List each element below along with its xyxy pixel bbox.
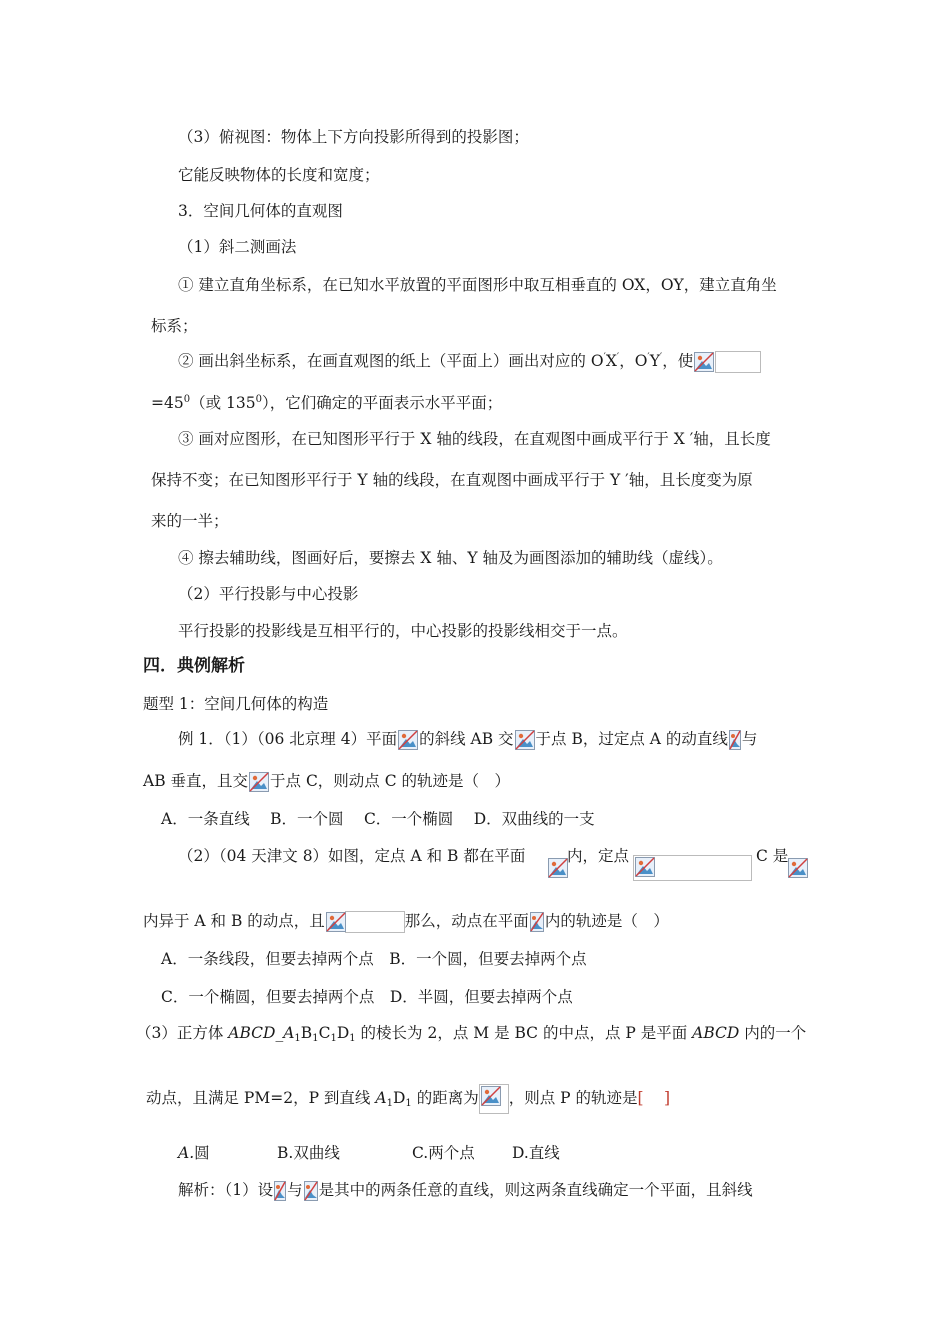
text-line: 它能反映物体的长度和宽度； bbox=[178, 166, 380, 184]
text-run: D bbox=[392, 1089, 406, 1107]
text-run: C 是 bbox=[756, 847, 789, 865]
superscript: 0 bbox=[183, 393, 191, 405]
broken-image-icon bbox=[326, 912, 346, 932]
image-placeholder-box bbox=[715, 351, 761, 373]
text-line: 来的一半； bbox=[151, 512, 229, 530]
text-line bbox=[178, 351, 761, 373]
text-line bbox=[143, 771, 510, 792]
text-line bbox=[178, 846, 525, 866]
answer-bracket: [ ] bbox=[637, 1089, 671, 1107]
broken-image-icon bbox=[515, 730, 535, 750]
text-run: 的棱长为 2，点 M 是 BC 的中点，点 P 是平面 bbox=[355, 1024, 693, 1042]
text-run: 动点，且满足 PM=2，P 到直线 bbox=[146, 1089, 376, 1107]
text-run: X bbox=[605, 352, 617, 370]
text-run: ，则点 P 的轨迹是 bbox=[508, 1089, 638, 1107]
text-line: ③ 画对应图形，在已知图形平行于 X 轴的线段，在直观图中画成平行于 X ′轴，且长度 bbox=[178, 430, 771, 448]
broken-image-icon bbox=[249, 772, 269, 792]
broken-image-icon bbox=[548, 858, 568, 878]
text-line bbox=[143, 911, 669, 933]
text-line bbox=[146, 1084, 670, 1114]
image-placeholder-box bbox=[479, 1084, 509, 1114]
text-line: 平行投影的投影线是互相平行的，中心投影的投影线相交于一点。 bbox=[178, 622, 628, 640]
text-run: 的距离为 bbox=[411, 1089, 479, 1107]
text-line: ① 建立直角坐标系，在已知水平放置的平面图形中取互相垂直的 OX，OY，建立直角坐 bbox=[178, 276, 777, 294]
text-line: （2）平行投影与中心投影 bbox=[178, 585, 359, 603]
text-run: D bbox=[336, 1024, 350, 1042]
superscript: 0 bbox=[255, 393, 262, 405]
text-run: 与 bbox=[741, 730, 758, 748]
option-d: D.直线 bbox=[512, 1144, 560, 1162]
answer-options: A．一条线段，但要去掉两个点 B．一个圆，但要去掉两个点 bbox=[161, 950, 587, 968]
text-run: ，使 bbox=[662, 352, 694, 370]
option-a bbox=[178, 1143, 210, 1163]
text-run: C bbox=[318, 1024, 331, 1042]
text-run: B bbox=[300, 1024, 313, 1042]
text-line bbox=[567, 846, 629, 866]
subscript: 1 bbox=[349, 1033, 356, 1044]
text-run: （3）正方体 bbox=[136, 1024, 229, 1042]
broken-image-icon bbox=[274, 1181, 286, 1201]
text-run: 那么，动点在平面 bbox=[404, 912, 529, 930]
section-heading: 四．典例解析 bbox=[143, 656, 245, 676]
text-run: _ bbox=[275, 1024, 284, 1042]
broken-image-icon bbox=[304, 1181, 318, 1201]
subscript: 1 bbox=[386, 1098, 393, 1109]
broken-image-icon bbox=[530, 912, 544, 932]
text-run: 圆 bbox=[194, 1144, 210, 1162]
text-run: 于点 B，过定点 A 的动直线 bbox=[535, 730, 728, 748]
subscript: 1 bbox=[330, 1033, 337, 1044]
text-run: Y bbox=[649, 352, 660, 370]
broken-image-icon bbox=[788, 858, 808, 878]
text-run: 于点 C，则动点 C 的轨迹是（ ） bbox=[270, 772, 511, 790]
subscript: 1 bbox=[405, 1098, 412, 1109]
text-line: （1）斜二测画法 bbox=[178, 238, 297, 256]
broken-image-icon bbox=[635, 857, 655, 877]
text-run: A bbox=[283, 1024, 295, 1042]
text-run: A bbox=[375, 1089, 387, 1107]
text-line bbox=[756, 846, 788, 866]
text-run: ② 画出斜坐标系，在画直观图的纸上（平面上）画出对应的 O bbox=[178, 352, 604, 370]
text-run: 内异于 A 和 B 的动点，且 bbox=[143, 912, 325, 930]
option-c: C.两个点 bbox=[412, 1144, 475, 1162]
text-run: （2）（04 天津文 8）如图，定点 A 和 B 都在平面 bbox=[178, 847, 526, 865]
subscript: 1 bbox=[312, 1033, 319, 1044]
broken-image-icon bbox=[481, 1086, 501, 1106]
text-run: AB 垂直，且交 bbox=[143, 772, 249, 790]
answer-options: A．一条直线 B．一个圆 C．一个椭圆 D．双曲线的一支 bbox=[161, 810, 595, 828]
text-run: 的斜线 AB 交 bbox=[419, 730, 514, 748]
text-run: 是其中的两条任意的直线，则这两条直线确定一个平面，且斜线 bbox=[318, 1181, 753, 1199]
text-line: 3．空间几何体的直观图 bbox=[178, 202, 343, 220]
text-run: 内，定点 bbox=[567, 847, 630, 865]
prime-mark: ′ bbox=[659, 351, 663, 363]
text-run: A. bbox=[178, 1144, 195, 1162]
prime-mark: ′ bbox=[616, 351, 620, 363]
text-line bbox=[151, 393, 502, 413]
text-line: ④ 擦去辅助线，图画好后，要擦去 X 轴、Y 轴及为画图添加的辅助线（虚线）。 bbox=[178, 549, 723, 567]
text-run: 解析：（1）设 bbox=[178, 1181, 274, 1199]
text-line bbox=[178, 729, 757, 750]
text-line bbox=[136, 1023, 806, 1043]
broken-image-icon bbox=[694, 352, 714, 372]
prime-mark: ′ bbox=[647, 351, 650, 363]
prime-mark: ′ bbox=[603, 351, 606, 363]
text-run: ），它们确定的平面表示水平平面； bbox=[261, 394, 503, 412]
broken-image-icon bbox=[729, 730, 741, 750]
text-run: （或 135 bbox=[190, 394, 256, 412]
text-run: 例 1．（1）（06 北京理 4）平面 bbox=[178, 730, 398, 748]
text-run: 内的一个 bbox=[739, 1024, 807, 1042]
text-run: =45 bbox=[151, 394, 184, 412]
text-run: 内的轨迹是（ ） bbox=[544, 912, 669, 930]
text-line: 题型 1：空间几何体的构造 bbox=[143, 695, 329, 713]
text-run: ，O bbox=[619, 352, 648, 370]
text-line: 保持不变；在已知图形平行于 Y 轴的线段，在直观图中画成平行于 Y ′轴，且长度变为原 bbox=[151, 471, 753, 489]
subscript: 1 bbox=[294, 1033, 301, 1044]
text-line bbox=[178, 1180, 753, 1201]
option-b: B.双曲线 bbox=[277, 1144, 340, 1162]
image-placeholder-box bbox=[345, 911, 405, 933]
text-run: ABCD bbox=[228, 1024, 276, 1042]
text-run: ABCD bbox=[692, 1024, 740, 1042]
text-line: （3）俯视图：物体上下方向投影所得到的投影图； bbox=[178, 128, 529, 146]
broken-image-icon bbox=[398, 730, 418, 750]
answer-options: C．一个椭圆，但要去掉两个点 D．半圆，但要去掉两个点 bbox=[161, 988, 573, 1006]
text-line: 标系； bbox=[151, 317, 198, 335]
text-run: 与 bbox=[287, 1181, 303, 1199]
